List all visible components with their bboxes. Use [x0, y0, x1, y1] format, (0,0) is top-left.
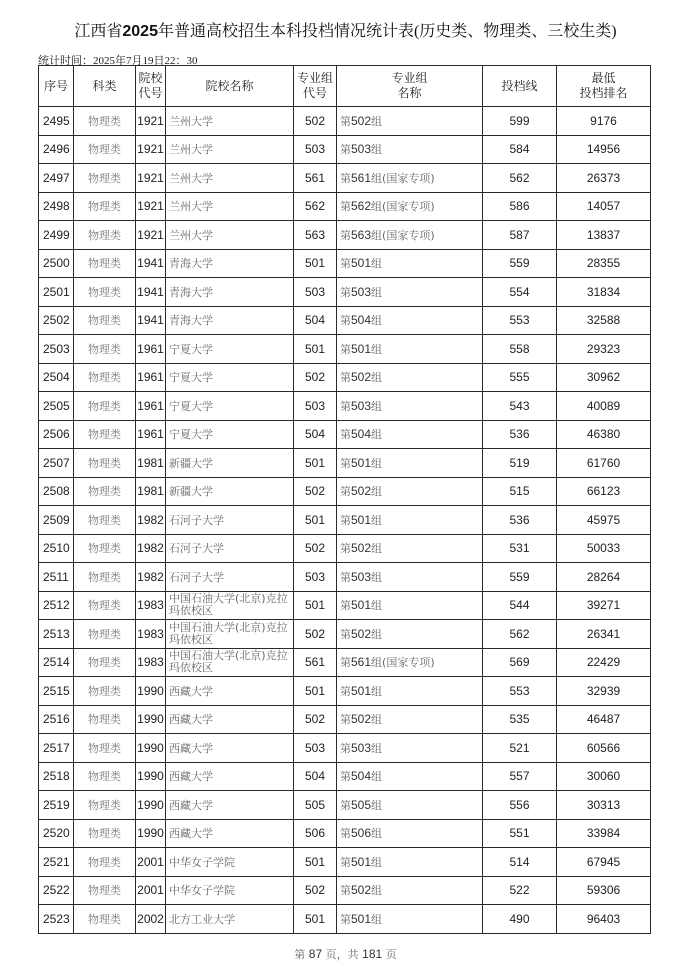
cell-rank: 40089	[557, 392, 651, 421]
cell-group-name: 第501组	[337, 506, 483, 535]
cell-group-name: 第502组	[337, 705, 483, 734]
cell-score: 515	[483, 477, 557, 506]
header-group-name: 专业组 名称	[337, 66, 483, 107]
cell-score: 544	[483, 591, 557, 620]
cell-category: 物理类	[74, 648, 136, 677]
cell-category: 物理类	[74, 677, 136, 706]
cell-seq: 2521	[39, 848, 74, 877]
cell-category: 物理类	[74, 905, 136, 934]
cell-school-name: 西藏大学	[166, 677, 294, 706]
table-row	[39, 791, 651, 820]
cell-category: 物理类	[74, 563, 136, 592]
cell-seq: 2502	[39, 306, 74, 335]
cell-seq: 2508	[39, 477, 74, 506]
cell-school-code: 1961	[136, 335, 166, 364]
cell-rank: 26341	[557, 620, 651, 649]
cell-group-name: 第502组	[337, 363, 483, 392]
cell-rank: 28355	[557, 249, 651, 278]
cell-school-code: 1981	[136, 477, 166, 506]
cell-score: 559	[483, 563, 557, 592]
cell-school-code: 1990	[136, 762, 166, 791]
cell-rank: 30060	[557, 762, 651, 791]
cell-score: 535	[483, 705, 557, 734]
cell-school-code: 1990	[136, 734, 166, 763]
table-row	[39, 677, 651, 706]
cell-seq: 2517	[39, 734, 74, 763]
cell-school-name: 新疆大学	[166, 449, 294, 478]
cell-score: 543	[483, 392, 557, 421]
cell-category: 物理类	[74, 249, 136, 278]
cell-group-name: 第561组(国家专项)	[337, 164, 483, 193]
cell-score: 555	[483, 363, 557, 392]
table-row	[39, 705, 651, 734]
cell-school-code: 1983	[136, 591, 166, 620]
cell-category: 物理类	[74, 135, 136, 164]
cell-school-code: 1990	[136, 677, 166, 706]
cell-group-name: 第503组	[337, 135, 483, 164]
cell-school-code: 1990	[136, 819, 166, 848]
cell-score: 586	[483, 192, 557, 221]
cell-score: 519	[483, 449, 557, 478]
header-category: 科类	[74, 66, 136, 107]
cell-score: 551	[483, 819, 557, 848]
cell-seq: 2513	[39, 620, 74, 649]
cell-rank: 33984	[557, 819, 651, 848]
cell-group-name: 第502组	[337, 620, 483, 649]
cell-group-code: 503	[294, 392, 337, 421]
title-year: 2025	[122, 23, 158, 40]
table-row	[39, 506, 651, 535]
cell-school-code: 1921	[136, 107, 166, 136]
cell-seq: 2519	[39, 791, 74, 820]
cell-seq: 2520	[39, 819, 74, 848]
cell-school-name: 北方工业大学	[166, 905, 294, 934]
cell-score: 521	[483, 734, 557, 763]
cell-seq: 2501	[39, 278, 74, 307]
table-row	[39, 620, 651, 649]
cell-school-name: 青海大学	[166, 306, 294, 335]
cell-school-code: 1961	[136, 363, 166, 392]
cell-school-code: 2001	[136, 876, 166, 905]
header-seq: 序号	[39, 66, 74, 107]
cell-rank: 60566	[557, 734, 651, 763]
cell-category: 物理类	[74, 306, 136, 335]
table-row	[39, 278, 651, 307]
cell-group-code: 503	[294, 135, 337, 164]
cell-category: 物理类	[74, 734, 136, 763]
cell-school-name: 青海大学	[166, 249, 294, 278]
cell-group-name: 第504组	[337, 420, 483, 449]
cell-school-name: 中国石油大学(北京)克拉玛依校区	[166, 620, 294, 649]
cell-category: 物理类	[74, 506, 136, 535]
document-title	[0, 18, 691, 41]
cell-seq: 2510	[39, 534, 74, 563]
cell-seq: 2509	[39, 506, 74, 535]
cell-seq: 2511	[39, 563, 74, 592]
cell-school-name: 中华女子学院	[166, 876, 294, 905]
cell-rank: 28264	[557, 563, 651, 592]
cell-school-name: 宁夏大学	[166, 420, 294, 449]
cell-rank: 96403	[557, 905, 651, 934]
cell-group-name: 第506组	[337, 819, 483, 848]
header-school-code: 院校 代号	[136, 66, 166, 107]
cell-school-code: 1921	[136, 164, 166, 193]
table-row	[39, 335, 651, 364]
table-row	[39, 449, 651, 478]
cell-school-name: 兰州大学	[166, 107, 294, 136]
cell-rank: 39271	[557, 591, 651, 620]
cell-seq: 2518	[39, 762, 74, 791]
table-row	[39, 221, 651, 250]
cell-school-code: 1921	[136, 135, 166, 164]
header-school-name: 院校名称	[166, 66, 294, 107]
cell-group-code: 502	[294, 534, 337, 563]
cell-group-name: 第502组	[337, 107, 483, 136]
cell-score: 557	[483, 762, 557, 791]
cell-school-name: 兰州大学	[166, 221, 294, 250]
cell-rank: 46487	[557, 705, 651, 734]
cell-category: 物理类	[74, 164, 136, 193]
cell-rank: 14956	[557, 135, 651, 164]
cell-rank: 46380	[557, 420, 651, 449]
cell-category: 物理类	[74, 278, 136, 307]
cell-group-code: 502	[294, 477, 337, 506]
cell-school-name: 石河子大学	[166, 506, 294, 535]
table-row	[39, 249, 651, 278]
cell-score: 562	[483, 620, 557, 649]
cell-group-code: 505	[294, 791, 337, 820]
cell-category: 物理类	[74, 420, 136, 449]
cell-group-name: 第501组	[337, 905, 483, 934]
cell-rank: 67945	[557, 848, 651, 877]
cell-group-code: 501	[294, 848, 337, 877]
cell-group-name: 第561组(国家专项)	[337, 648, 483, 677]
cell-category: 物理类	[74, 477, 136, 506]
cell-seq: 2497	[39, 164, 74, 193]
cell-group-code: 562	[294, 192, 337, 221]
cell-rank: 26373	[557, 164, 651, 193]
table-row	[39, 363, 651, 392]
cell-group-code: 504	[294, 306, 337, 335]
cell-school-name: 宁夏大学	[166, 363, 294, 392]
cell-category: 物理类	[74, 534, 136, 563]
cell-seq: 2506	[39, 420, 74, 449]
cell-score: 536	[483, 506, 557, 535]
cell-school-name: 中国石油大学(北京)克拉玛依校区	[166, 591, 294, 620]
cell-group-code: 501	[294, 249, 337, 278]
cell-group-code: 504	[294, 762, 337, 791]
cell-score: 514	[483, 848, 557, 877]
cell-seq: 2507	[39, 449, 74, 478]
table-row	[39, 905, 651, 934]
table-row	[39, 164, 651, 193]
cell-category: 物理类	[74, 192, 136, 221]
table-row	[39, 192, 651, 221]
cell-school-name: 兰州大学	[166, 135, 294, 164]
cell-score: 599	[483, 107, 557, 136]
cell-category: 物理类	[74, 392, 136, 421]
cell-school-name: 中华女子学院	[166, 848, 294, 877]
cell-school-name: 西藏大学	[166, 705, 294, 734]
cell-seq: 2516	[39, 705, 74, 734]
cell-rank: 59306	[557, 876, 651, 905]
cell-school-code: 1961	[136, 392, 166, 421]
cell-category: 物理类	[74, 107, 136, 136]
cell-group-name: 第563组(国家专项)	[337, 221, 483, 250]
table-row	[39, 392, 651, 421]
cell-seq: 2515	[39, 677, 74, 706]
cell-school-code: 1982	[136, 563, 166, 592]
cell-group-name: 第502组	[337, 876, 483, 905]
cell-score: 587	[483, 221, 557, 250]
cell-category: 物理类	[74, 591, 136, 620]
cell-school-name: 青海大学	[166, 278, 294, 307]
cell-school-code: 1921	[136, 192, 166, 221]
cell-rank: 30962	[557, 363, 651, 392]
cell-seq: 2514	[39, 648, 74, 677]
table-row	[39, 762, 651, 791]
cell-seq: 2503	[39, 335, 74, 364]
table-row	[39, 591, 651, 620]
cell-school-name: 西藏大学	[166, 791, 294, 820]
cell-group-name: 第503组	[337, 563, 483, 592]
cell-rank: 61760	[557, 449, 651, 478]
cell-rank: 29323	[557, 335, 651, 364]
cell-rank: 32588	[557, 306, 651, 335]
cell-rank: 13837	[557, 221, 651, 250]
cell-rank: 22429	[557, 648, 651, 677]
table-header-row	[39, 66, 651, 107]
cell-school-code: 1981	[136, 449, 166, 478]
cell-seq: 2512	[39, 591, 74, 620]
cell-score: 584	[483, 135, 557, 164]
cell-group-name: 第501组	[337, 249, 483, 278]
cell-seq: 2523	[39, 905, 74, 934]
cell-score: 553	[483, 306, 557, 335]
cell-school-code: 1961	[136, 420, 166, 449]
cell-group-name: 第501组	[337, 677, 483, 706]
cell-seq: 2522	[39, 876, 74, 905]
cell-school-code: 1983	[136, 648, 166, 677]
cell-school-name: 西藏大学	[166, 734, 294, 763]
cell-school-code: 2001	[136, 848, 166, 877]
cell-category: 物理类	[74, 819, 136, 848]
cell-group-name: 第502组	[337, 534, 483, 563]
cell-group-code: 563	[294, 221, 337, 250]
table-row	[39, 876, 651, 905]
cell-group-code: 501	[294, 335, 337, 364]
cell-group-name: 第504组	[337, 306, 483, 335]
table-row	[39, 848, 651, 877]
cell-group-code: 501	[294, 449, 337, 478]
table-row	[39, 563, 651, 592]
current-page: 87	[308, 947, 323, 961]
cell-group-name: 第501组	[337, 449, 483, 478]
header-score: 投档线	[483, 66, 557, 107]
cell-school-name: 宁夏大学	[166, 335, 294, 364]
cell-group-code: 501	[294, 677, 337, 706]
cell-score: 556	[483, 791, 557, 820]
cell-school-name: 宁夏大学	[166, 392, 294, 421]
cell-group-name: 第504组	[337, 762, 483, 791]
cell-rank: 30313	[557, 791, 651, 820]
cell-school-code: 1990	[136, 705, 166, 734]
cell-rank: 66123	[557, 477, 651, 506]
cell-school-code: 1941	[136, 278, 166, 307]
cell-group-code: 504	[294, 420, 337, 449]
cell-group-code: 561	[294, 164, 337, 193]
cell-group-code: 502	[294, 107, 337, 136]
cell-score: 558	[483, 335, 557, 364]
title-suffix: 年普通高校招生本科投档情况统计表(历史类、物理类、三校生类)	[157, 23, 617, 40]
cell-group-name: 第501组	[337, 848, 483, 877]
cell-group-name: 第505组	[337, 791, 483, 820]
cell-category: 物理类	[74, 848, 136, 877]
cell-score: 554	[483, 278, 557, 307]
cell-category: 物理类	[74, 335, 136, 364]
cell-category: 物理类	[74, 221, 136, 250]
cell-school-code: 1982	[136, 506, 166, 535]
cell-group-code: 501	[294, 905, 337, 934]
cell-group-name: 第502组	[337, 477, 483, 506]
cell-score: 522	[483, 876, 557, 905]
cell-school-code: 1982	[136, 534, 166, 563]
table-row	[39, 477, 651, 506]
cell-school-code: 1941	[136, 249, 166, 278]
cell-score: 569	[483, 648, 557, 677]
cell-school-code: 1941	[136, 306, 166, 335]
cell-category: 物理类	[74, 876, 136, 905]
cell-school-name: 西藏大学	[166, 762, 294, 791]
cell-group-code: 506	[294, 819, 337, 848]
cell-school-name: 石河子大学	[166, 563, 294, 592]
cell-rank: 32939	[557, 677, 651, 706]
cell-rank: 14057	[557, 192, 651, 221]
cell-rank: 31834	[557, 278, 651, 307]
cell-school-name: 石河子大学	[166, 534, 294, 563]
cell-category: 物理类	[74, 449, 136, 478]
cell-school-code: 2002	[136, 905, 166, 934]
cell-score: 562	[483, 164, 557, 193]
cell-school-code: 1990	[136, 791, 166, 820]
cell-group-name: 第501组	[337, 335, 483, 364]
cell-school-name: 新疆大学	[166, 477, 294, 506]
cell-group-name: 第503组	[337, 734, 483, 763]
table-row	[39, 135, 651, 164]
cell-score: 536	[483, 420, 557, 449]
cell-group-code: 502	[294, 363, 337, 392]
cell-score: 553	[483, 677, 557, 706]
cell-seq: 2496	[39, 135, 74, 164]
cell-score: 559	[483, 249, 557, 278]
cell-group-code: 503	[294, 563, 337, 592]
cell-school-name: 兰州大学	[166, 164, 294, 193]
admission-table	[38, 65, 651, 934]
table-row	[39, 107, 651, 136]
table-row	[39, 734, 651, 763]
cell-seq: 2498	[39, 192, 74, 221]
cell-group-name: 第503组	[337, 278, 483, 307]
cell-school-code: 1983	[136, 620, 166, 649]
cell-category: 物理类	[74, 762, 136, 791]
cell-group-code: 501	[294, 506, 337, 535]
cell-group-name: 第562组(国家专项)	[337, 192, 483, 221]
cell-group-code: 502	[294, 705, 337, 734]
page-footer: 第 87 页，共 181 页	[294, 947, 397, 961]
table-row	[39, 819, 651, 848]
table-row	[39, 648, 651, 677]
cell-category: 物理类	[74, 620, 136, 649]
cell-group-code: 503	[294, 734, 337, 763]
cell-group-name: 第503组	[337, 392, 483, 421]
header-rank: 最低 投档排名	[557, 66, 651, 107]
cell-rank: 45975	[557, 506, 651, 535]
cell-seq: 2500	[39, 249, 74, 278]
cell-group-code: 502	[294, 620, 337, 649]
cell-group-name: 第501组	[337, 591, 483, 620]
cell-seq: 2499	[39, 221, 74, 250]
title-prefix: 江西省	[74, 23, 123, 40]
cell-group-code: 501	[294, 591, 337, 620]
cell-seq: 2495	[39, 107, 74, 136]
cell-group-code: 503	[294, 278, 337, 307]
cell-group-code: 561	[294, 648, 337, 677]
table-row	[39, 306, 651, 335]
cell-seq: 2505	[39, 392, 74, 421]
cell-rank: 50033	[557, 534, 651, 563]
cell-category: 物理类	[74, 363, 136, 392]
table-row	[39, 534, 651, 563]
cell-category: 物理类	[74, 705, 136, 734]
cell-school-name: 西藏大学	[166, 819, 294, 848]
cell-rank: 9176	[557, 107, 651, 136]
cell-school-name: 兰州大学	[166, 192, 294, 221]
cell-score: 531	[483, 534, 557, 563]
table-row	[39, 420, 651, 449]
cell-seq: 2504	[39, 363, 74, 392]
cell-school-name: 中国石油大学(北京)克拉玛依校区	[166, 648, 294, 677]
cell-category: 物理类	[74, 791, 136, 820]
header-group-code: 专业组 代号	[294, 66, 337, 107]
cell-group-code: 502	[294, 876, 337, 905]
cell-school-code: 1921	[136, 221, 166, 250]
total-pages: 181	[362, 947, 383, 961]
cell-score: 490	[483, 905, 557, 934]
statistics-time: 统计时间：2025年7月19日22：30	[38, 55, 198, 67]
